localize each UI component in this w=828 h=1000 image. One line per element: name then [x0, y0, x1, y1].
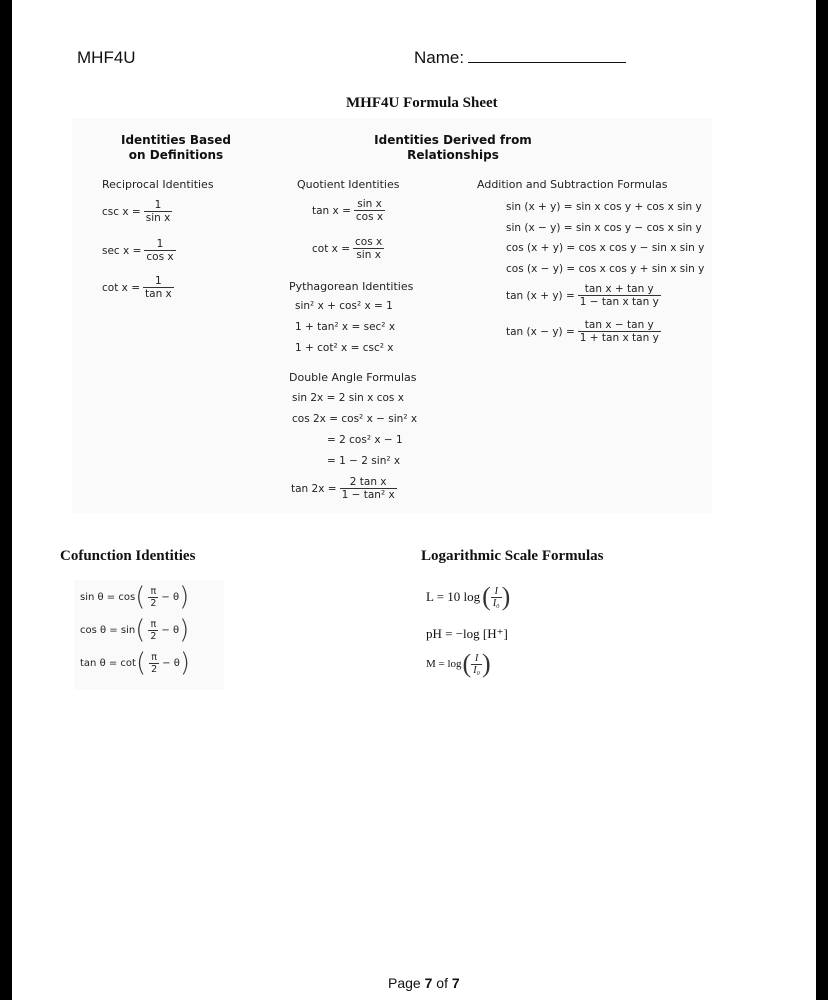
- quotient-cot-lhs: cot x =: [312, 242, 351, 255]
- reciprocal-sec-num: 1: [144, 238, 175, 251]
- reciprocal-csc-lhs: csc x =: [102, 205, 141, 218]
- quotient-cot: [312, 236, 384, 261]
- pythagorean-item-2: 1 + tan² x = sec² x: [295, 321, 396, 333]
- cofunction-tan-tail: − θ: [162, 657, 180, 669]
- reciprocal-sec-den: cos x: [146, 251, 174, 263]
- double-angle-cos: cos 2x = cos² x − sin² x: [292, 413, 418, 425]
- double-angle-heading: Double Angle Formulas: [289, 371, 417, 384]
- page-current: 7: [424, 975, 433, 991]
- log-L-formula: L = 10 log( $\frac{I}{\text{I₀}}$ ): [426, 582, 511, 611]
- section-relationships-line1: Identities Derived from: [374, 133, 532, 147]
- reciprocal-cot: [102, 275, 174, 300]
- double-angle-cos-alt2: = 1 − 2 sin² x: [327, 455, 401, 467]
- page-total: 7: [451, 975, 460, 991]
- reciprocal-cot-den: tan x: [145, 288, 172, 300]
- addition-sin-minus: sin (x − y) = sin x cos y − cos x sin y: [506, 222, 702, 234]
- reciprocal-csc-den: sin x: [145, 212, 171, 224]
- reciprocal-heading: Reciprocal Identities: [102, 178, 214, 191]
- log-M-den: I₀: [473, 664, 481, 676]
- reciprocal-cot-lhs: cot x =: [102, 281, 141, 294]
- cofunction-sin-num: π: [148, 586, 158, 598]
- addition-cos-plus: cos (x + y) = cos x cos y − sin x sin y: [506, 242, 705, 254]
- double-angle-sin: sin 2x = 2 sin x cos x: [292, 392, 404, 404]
- addition-tan-plus: [506, 283, 661, 308]
- cofunction-tan-num: π: [149, 652, 159, 664]
- page-prefix: Page: [388, 975, 425, 991]
- cofunction-tan: tan θ = cot( $\frac{\pi}{2}$ − θ): [80, 648, 191, 678]
- double-angle-tan-den: 1 − tan² x: [341, 489, 395, 501]
- addition-tan-minus-lhs: tan (x − y) =: [506, 325, 575, 338]
- name-blank-line: [468, 48, 626, 63]
- cofunction-sin-den: 2: [150, 597, 157, 609]
- double-angle-tan-num: 2 tan x: [340, 476, 397, 489]
- section-definitions-heading: [112, 133, 240, 163]
- pythagorean-item-1: sin² x + cos² x = 1: [295, 300, 393, 312]
- reciprocal-sec-lhs: sec x =: [102, 244, 142, 257]
- log-pH-formula: pH = −log [H⁺]: [426, 626, 508, 641]
- section-definitions-line1: Identities Based: [120, 133, 231, 147]
- addition-tan-minus-num: tan x − tan y: [578, 319, 661, 332]
- addition-tan-plus-lhs: tan (x + y) =: [506, 289, 575, 302]
- log-M-formula: M = log( $\frac{I}{\text{I₀}}$ ): [426, 649, 491, 678]
- addition-cos-minus: cos (x − y) = cos x cos y + sin x sin y: [506, 263, 705, 275]
- pythagorean-item-3: 1 + cot² x = csc² x: [295, 342, 394, 354]
- log-L-num: I: [491, 586, 502, 598]
- log-M-num: I: [471, 653, 482, 665]
- cofunction-cos-den: 2: [150, 630, 157, 642]
- addition-tan-plus-num: tan x + tan y: [578, 283, 661, 296]
- logarithmic-heading: Logarithmic Scale Formulas: [421, 548, 604, 564]
- quotient-cot-num: cos x: [355, 236, 383, 248]
- quotient-tan-den: cos x: [355, 211, 384, 223]
- cofunction-sin: sin θ = cos( $\frac{\pi}{2}$ − θ): [80, 582, 190, 612]
- section-definitions-line2: on Definitions: [128, 148, 224, 162]
- section-relationships-line2: Relationships: [407, 148, 499, 162]
- quotient-tan-lhs: tan x =: [312, 204, 351, 217]
- addition-tan-minus: [506, 319, 661, 344]
- log-L-den: I₀: [492, 597, 500, 609]
- addition-sin-plus: sin (x + y) = sin x cos y + cos x sin y: [506, 201, 702, 213]
- name-label: Name:: [414, 48, 465, 67]
- log-M-lhs: M = log: [426, 658, 462, 670]
- cofunction-sin-tail: − θ: [161, 591, 180, 603]
- cofunction-tan-den: 2: [151, 663, 158, 675]
- reciprocal-csc-num: 1: [144, 199, 173, 212]
- reciprocal-csc: [102, 199, 172, 224]
- reciprocal-sec: [102, 238, 176, 263]
- cofunction-tan-lhs: tan θ = cot: [80, 657, 136, 669]
- addition-tan-plus-den: 1 − tan x tan y: [579, 296, 659, 308]
- sheet-title: MHF4U Formula Sheet: [346, 95, 498, 111]
- double-angle-cos-alt1: = 2 cos² x − 1: [327, 434, 403, 446]
- quotient-tan-num: sin x: [354, 198, 385, 211]
- pythagorean-heading: Pythagorean Identities: [289, 280, 414, 293]
- quotient-heading: Quotient Identities: [297, 178, 400, 191]
- addition-heading: Addition and Subtraction Formulas: [477, 178, 668, 191]
- double-angle-tan-lhs: tan 2x =: [291, 482, 337, 495]
- cofunction-cos-tail: − θ: [161, 624, 180, 636]
- addition-tan-minus-den: 1 + tan x tan y: [579, 332, 659, 344]
- quotient-tan: [312, 198, 385, 223]
- quotient-cot-den: sin x: [356, 249, 381, 261]
- log-L-lhs: L = 10 log: [426, 589, 481, 604]
- cofunction-cos-lhs: cos θ = sin: [80, 624, 136, 636]
- page-number: [388, 975, 460, 991]
- page-of: of: [432, 975, 452, 991]
- double-angle-tan: [291, 476, 397, 501]
- course-code: MHF4U: [77, 48, 136, 67]
- cofunction-cos-num: π: [148, 619, 158, 631]
- reciprocal-cot-num: 1: [143, 275, 174, 288]
- cofunction-sin-lhs: sin θ = cos: [80, 591, 136, 603]
- document-page: [12, 0, 816, 1000]
- name-field: [414, 48, 626, 68]
- section-relationships-heading: [374, 133, 532, 163]
- cofunction-cos: cos θ = sin( $\frac{\pi}{2}$ − θ): [80, 615, 190, 645]
- cofunction-heading: Cofunction Identities: [60, 548, 196, 564]
